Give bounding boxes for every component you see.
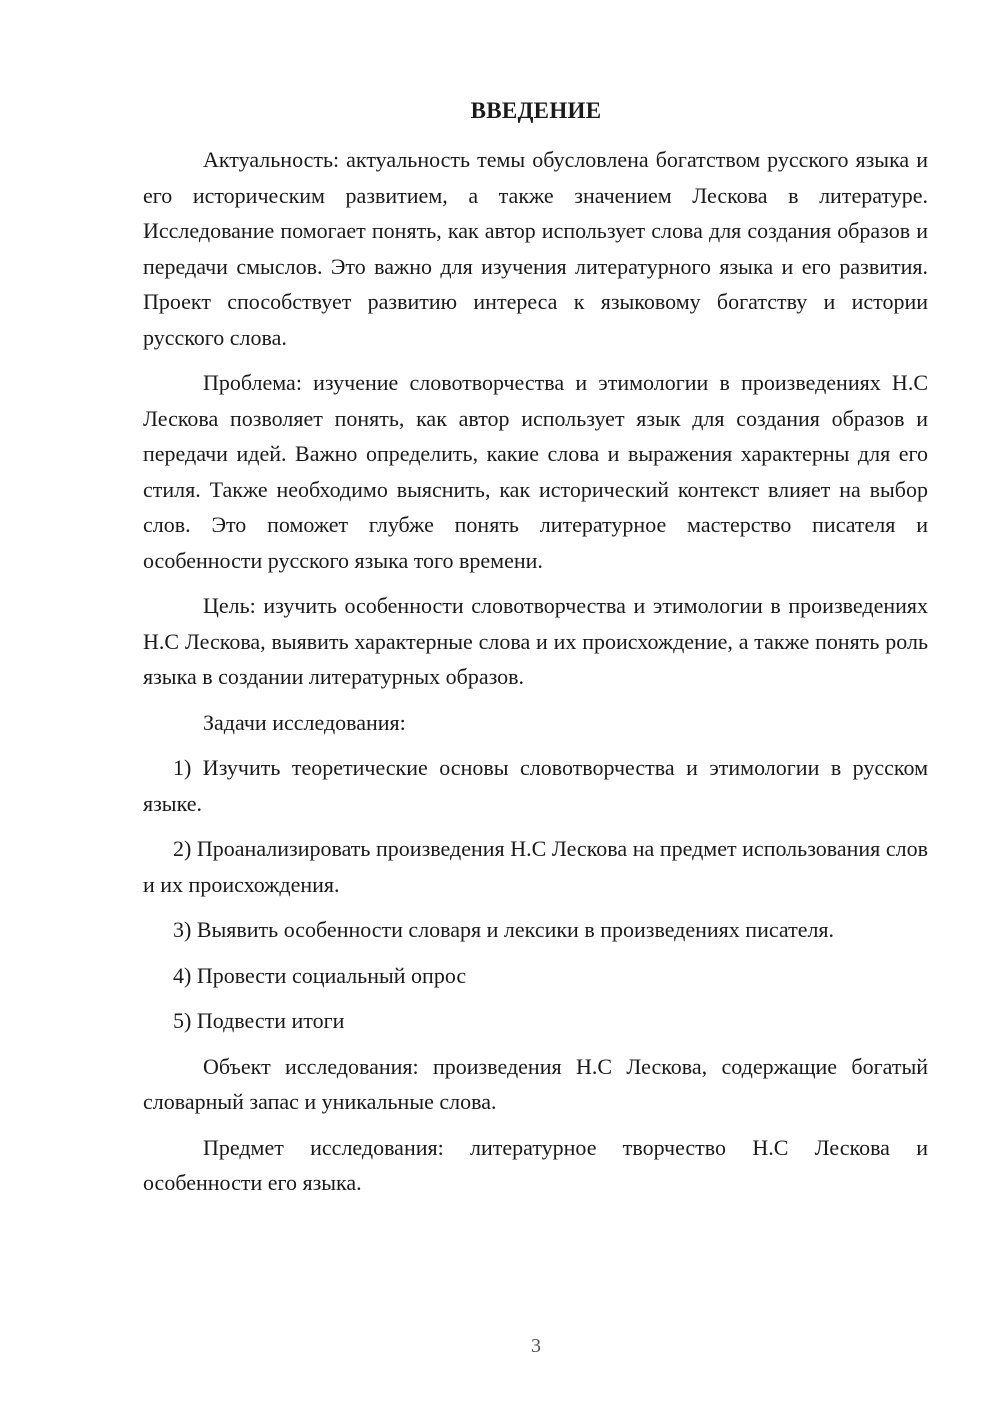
- task-item: 1) Изучить теоретические основы словотворчества и этимологии в русском языке.: [143, 755, 928, 816]
- task-item: 4) Провести социальный опрос: [173, 962, 467, 988]
- task-item: 5) Подвести итоги: [173, 1008, 345, 1033]
- paragraph-relevance: Актуальность: актуальность темы обусловлена богатством русского языка и его историческим развитием, а также значением Лескова в литературе. Исследование помогает понять, как автор использует слова для создания образов и передачи смыслов. Это важно для изучения литературного языка и его развития. Проект способствует развитию интереса к языковому богатству и истории русского слова.: [143, 147, 928, 350]
- task-item: 2) Проанализировать произведения Н.С Лескова на предмет использования слов и их происхождения.: [143, 836, 928, 897]
- page-number: 3: [531, 1335, 541, 1357]
- document-body: [143, 142, 928, 1201]
- paragraph-problem: Проблема: изучение словотворчества и этимологии в произведениях Н.С Лескова позволяет понять, как автор использует язык для создания образов и передачи идей. Важно определить, какие слова и выражения характерны для его стиля. Также необходимо выяснить, как исторический контекст влияет на выбор слов. Это поможет глубже понять литературное мастерство писателя и особенности русского языка того времени.: [143, 370, 928, 573]
- section-title: ВВЕДЕНИЕ: [470, 98, 602, 123]
- paragraph-tasks-heading: Задачи исследования:: [203, 709, 406, 735]
- paragraph-goal: Цель: изучить особенности словотворчества и этимологии в произведениях Н.С Лескова, выявить характерные слова и их происхождение, а также понять роль языка в создании литературных образов.: [143, 593, 928, 689]
- paragraph-object: Объект исследования: произведения Н.С Лескова, содержащие богатый словарный запас и уникальные слова.: [143, 1053, 928, 1114]
- paragraph-subject: Предмет исследования: литературное творчество Н.С Лескова и особенности его языка.: [143, 1134, 928, 1195]
- task-item: 3) Выявить особенности словаря и лексики в произведениях писателя.: [173, 917, 835, 942]
